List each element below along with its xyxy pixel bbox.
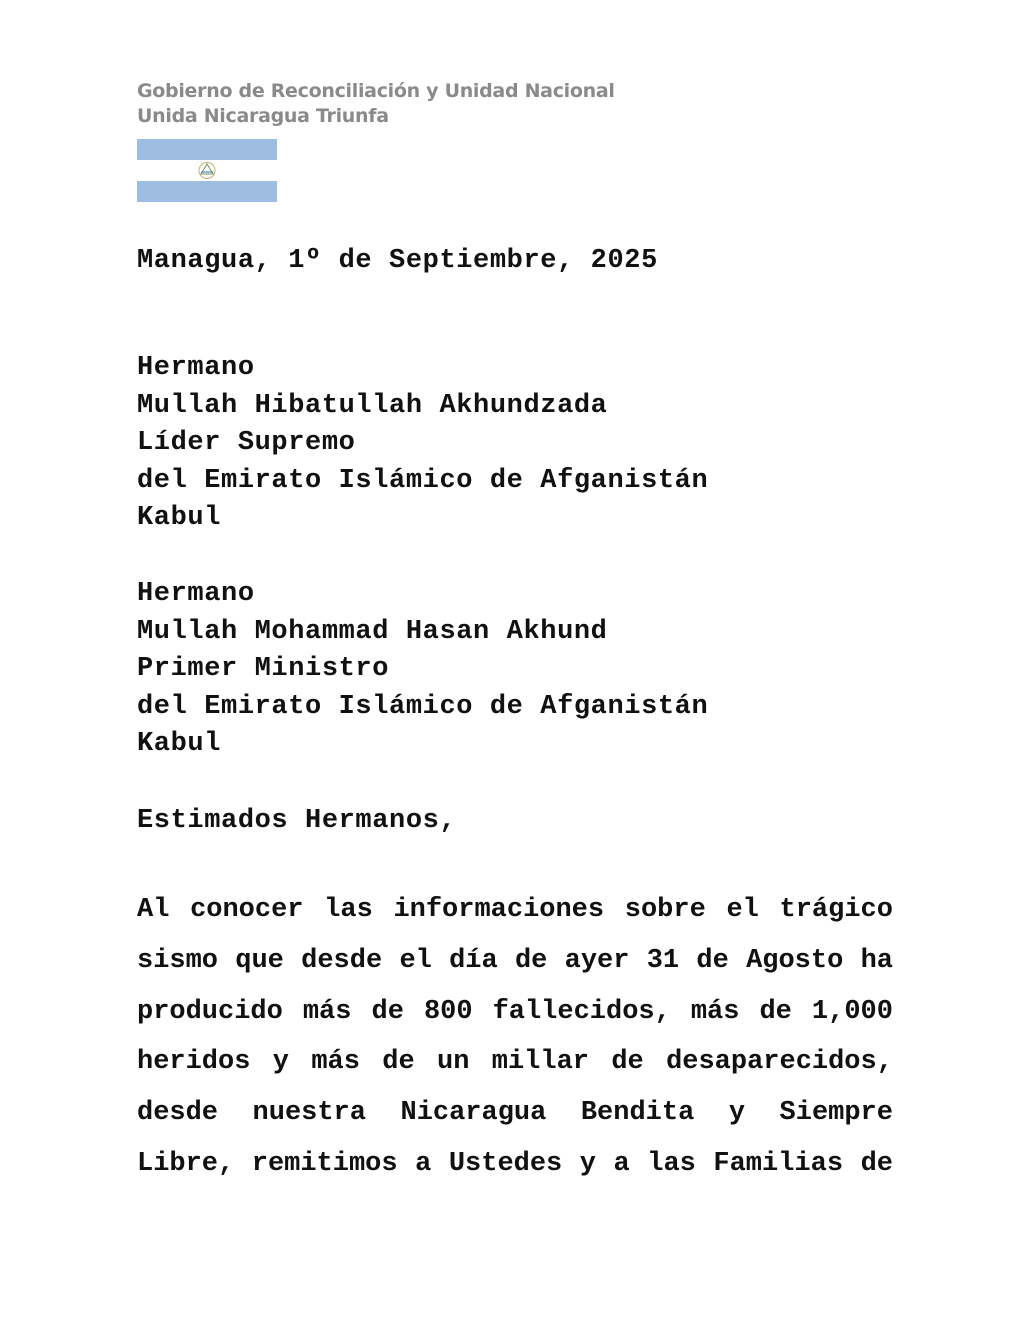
- body-word: nuestra: [252, 1098, 366, 1129]
- body-word: remitimos: [251, 1148, 398, 1179]
- body-word: el: [726, 895, 759, 925]
- body-line: [137, 1144, 893, 1195]
- body-word: heridos: [137, 1047, 251, 1078]
- recipient-salutation: Hermano: [137, 353, 255, 383]
- body-word: que: [235, 945, 284, 976]
- flag-top-stripe: [137, 139, 277, 160]
- body-word: desde: [137, 1098, 219, 1129]
- body-word: Siempre: [779, 1098, 893, 1129]
- body-word: Bendita: [580, 1098, 695, 1129]
- body-line: [137, 992, 893, 1043]
- body-word: fallecidos,: [492, 996, 671, 1027]
- body-word: Al: [137, 895, 170, 925]
- body-word: desde: [301, 945, 383, 976]
- body-word: ayer: [564, 945, 630, 976]
- body-word: producido: [137, 996, 283, 1027]
- body-word: desaparecidos,: [666, 1047, 893, 1078]
- recipient-city: Kabul: [137, 503, 222, 534]
- body-word: más: [311, 1047, 360, 1078]
- letter-date: Managua, 1º de Septiembre, 2025: [137, 246, 658, 276]
- recipient-city: Kabul: [137, 729, 222, 760]
- body-word: millar: [491, 1047, 589, 1078]
- body-word: más: [690, 996, 740, 1027]
- recipient-title: Primer Ministro: [137, 654, 390, 685]
- recipient-title: Líder Supremo: [137, 428, 356, 459]
- body-word: Nicaragua: [400, 1098, 547, 1129]
- body-word: Libre,: [137, 1148, 235, 1179]
- body-word: de: [759, 996, 792, 1027]
- body-word: día: [449, 945, 498, 976]
- body-word: sismo: [137, 945, 219, 976]
- body-word: de: [514, 945, 548, 976]
- letterhead-slogan: Unida Nicaragua Triunfa: [137, 105, 389, 127]
- body-line: [137, 1093, 893, 1144]
- flag-bottom-stripe: [137, 181, 277, 202]
- letter-body-paragraph: [137, 890, 893, 1195]
- body-word: de: [371, 996, 404, 1027]
- body-line: [137, 890, 893, 941]
- letterhead-government-name: Gobierno de Reconciliación y Unidad Nacional: [137, 80, 615, 102]
- body-word: Familias: [713, 1148, 844, 1179]
- body-word: 31: [646, 945, 680, 976]
- body-word: sobre: [624, 895, 706, 925]
- body-line: [137, 941, 893, 992]
- body-word: de: [382, 1047, 415, 1078]
- letter-greeting: Estimados Hermanos,: [137, 806, 457, 836]
- recipient-block: [137, 576, 708, 764]
- body-word: Agosto: [746, 945, 844, 976]
- body-word: Ustedes: [448, 1148, 563, 1179]
- body-word: de: [860, 1148, 893, 1179]
- recipient-salutation: Hermano: [137, 579, 255, 609]
- recipient-block: [137, 350, 708, 538]
- body-word: y: [579, 1148, 596, 1179]
- body-word: 1,000: [811, 996, 893, 1027]
- body-word: trágico: [779, 895, 893, 925]
- body-word: y: [272, 1047, 289, 1078]
- body-word: las: [324, 895, 373, 925]
- body-word: las: [647, 1148, 696, 1179]
- letterhead: [137, 79, 615, 129]
- body-word: informaciones: [393, 895, 605, 925]
- body-word: de: [696, 945, 729, 976]
- recipient-name: Mullah Hibatullah Akhundzada: [137, 390, 608, 421]
- recipient-name: Mullah Mohammad Hasan Akhund: [137, 616, 608, 647]
- body-word: un: [437, 1047, 470, 1078]
- body-word: el: [399, 945, 432, 976]
- recipient-organization: del Emirato Islámico de Afganistán: [137, 465, 709, 496]
- body-word: ha: [860, 945, 893, 976]
- recipient-organization: del Emirato Islámico de Afganistán: [137, 691, 709, 722]
- body-word: 800: [423, 996, 473, 1027]
- body-word: a: [613, 1148, 630, 1179]
- body-word: y: [728, 1098, 746, 1129]
- body-line: [137, 1042, 893, 1093]
- body-word: a: [415, 1148, 432, 1179]
- body-word: de: [611, 1047, 644, 1078]
- body-word: conocer: [190, 895, 304, 925]
- nicaragua-flag-icon: [137, 139, 277, 202]
- body-word: más: [302, 996, 352, 1027]
